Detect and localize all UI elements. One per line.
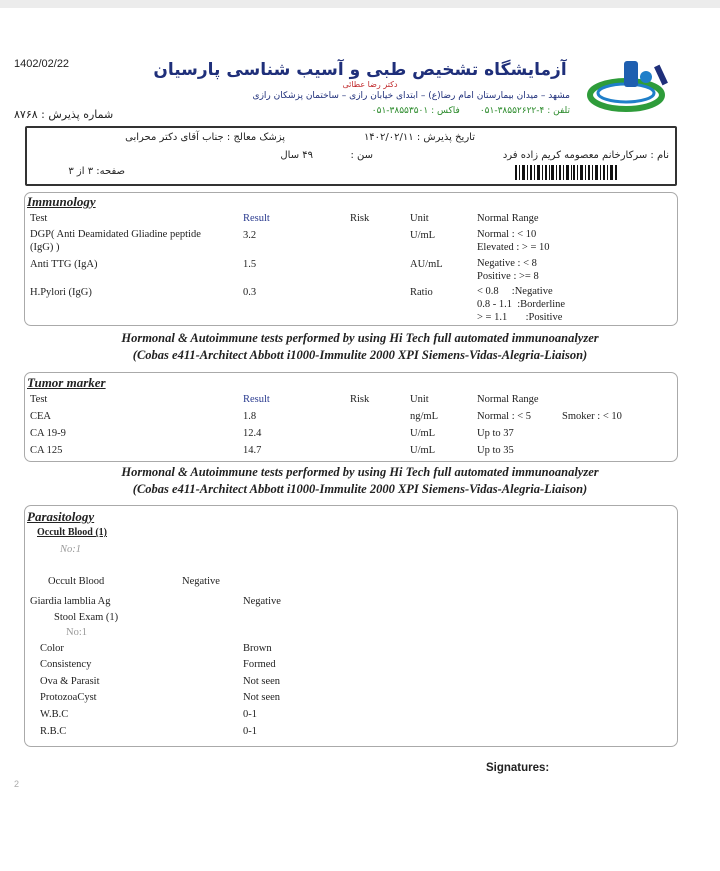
stool-ova-label: Ova & Parasit <box>40 676 100 687</box>
lab-logo <box>586 55 686 115</box>
page-indicator: صفحه: ۳ از ۳ <box>68 166 125 177</box>
cea-range: Normal : < 5 <box>477 411 532 422</box>
occult-blood-label: Occult Blood <box>48 576 105 587</box>
signatures-label: Signatures: <box>486 762 550 774</box>
parasitology-section <box>24 505 678 747</box>
ttg-result: 1.5 <box>243 259 257 270</box>
page-number: 2 <box>14 779 20 789</box>
lab-name: آزمایشگاه تشخیص طبی و آسیب شناسی پارسیان <box>153 60 567 80</box>
tumor-col-risk: Risk <box>350 394 370 405</box>
hpylori-test: H.Pylori (IgG) <box>30 287 92 298</box>
age-label: سن : <box>350 150 373 161</box>
stool-consistency-value: Formed <box>243 659 276 670</box>
report-date: 1402/02/22 <box>14 58 70 70</box>
parasitology-title: Parasitology <box>27 509 95 524</box>
stool-wbc-value: 0-1 <box>243 709 257 720</box>
cea-unit: ng/mL <box>410 411 438 422</box>
hpylori-unit: Ratio <box>410 287 433 298</box>
dgp-test-line2: (IgG) ) <box>30 242 60 253</box>
analyzer-note-1 <box>30 330 690 364</box>
age-value: ۴۹ سال <box>280 150 313 161</box>
occult-blood-no: No:1 <box>60 544 81 555</box>
stool-rbc-label: R.B.C <box>40 726 67 737</box>
ttg-range: Negative : < 8 <box>477 258 537 269</box>
analyzer-note-2 <box>30 464 690 498</box>
col-result: Result <box>243 213 270 224</box>
ca199-test: CA 19-9 <box>30 428 66 439</box>
lab-fax: فاکس : ۳۸۵۵۳۵۰۱-۰۵۱ <box>371 106 460 116</box>
ttg-test: Anti TTG (IgA) <box>30 259 98 270</box>
ca125-result: 14.7 <box>243 445 262 456</box>
lab-phone: تلفن : ۴-۳۸۵۵۲۶۲۲-۰۵۱ <box>479 106 570 116</box>
hpylori-range-2: 0.8 - 1.1 :Borderline <box>477 299 566 310</box>
patient-name: نام : سرکارخانم معصومه کریم زاده فرد <box>502 150 669 161</box>
ca199-range: Up to 37 <box>477 428 514 439</box>
dgp-range-2: Elevated : > = 10 <box>477 242 550 253</box>
top-bar <box>0 0 720 8</box>
tumor-col-test: Test <box>30 394 48 405</box>
lab-doctor: دکتر رضا عطائی <box>342 80 398 89</box>
occult-blood-value: Negative <box>182 576 220 587</box>
immunology-title: Immunology <box>27 194 96 209</box>
hpylori-result: 0.3 <box>243 287 257 298</box>
ca125-test: CA 125 <box>30 445 63 456</box>
analyzer-note-2-line2: (Cobas e411-Architect Abbott i1000-Immulite 2000 XPI Siemens-Vidas-Alegria-Liaison) <box>132 482 588 496</box>
cea-smoker-range: Smoker : < 10 <box>562 411 622 422</box>
patient-info-box <box>25 126 677 186</box>
physician: پزشک معالج : جناب آقای دکتر محرابی <box>125 132 285 143</box>
stool-protozoa-value: Not seen <box>243 692 281 703</box>
dgp-result: 3.2 <box>243 230 257 241</box>
stool-exam-no: No:1 <box>66 627 87 638</box>
admission-date: تاریخ پذیرش : ۱۴۰۲/۰۲/۱۱ <box>363 132 475 143</box>
ca125-unit: U/mL <box>410 445 436 456</box>
dgp-range: Normal : < 10 <box>477 229 537 240</box>
stool-color-label: Color <box>40 643 64 654</box>
cea-test: CEA <box>30 411 51 422</box>
stool-consistency-label: Consistency <box>40 659 92 670</box>
lab-contact <box>200 106 570 116</box>
stool-exam-title: Stool Exam (1) <box>54 612 119 623</box>
dgp-unit: U/mL <box>410 230 436 241</box>
giardia-value: Negative <box>243 596 281 607</box>
col-range: Normal Range <box>477 213 539 224</box>
tumor-col-result: Result <box>243 394 270 405</box>
col-test: Test <box>30 213 48 224</box>
analyzer-note-2-line1: Hormonal & Autoimmune tests performed by using Hi Tech full automated immunoanalyzer <box>121 465 599 479</box>
col-risk: Risk <box>350 213 370 224</box>
ca199-unit: U/mL <box>410 428 436 439</box>
stool-wbc-label: W.B.C <box>40 709 69 720</box>
ttg-unit: AU/mL <box>410 259 443 270</box>
tumor-col-range: Normal Range <box>477 394 539 405</box>
stool-protozoa-label: ProtozoaCyst <box>40 692 97 703</box>
giardia-label: Giardia lamblia Ag <box>30 596 111 607</box>
analyzer-note-line1: Hormonal & Autoimmune tests performed by using Hi Tech full automated immunoanalyzer <box>121 331 599 345</box>
stool-color-value: Brown <box>243 643 272 654</box>
lab-address: مشهد – میدان بیمارستان امام رضا(ع) – ابتدای خیابان رازی – ساختمان پزشکان رازی <box>252 91 570 101</box>
ttg-range-2: Positive : >= 8 <box>477 271 539 282</box>
ca125-range: Up to 35 <box>477 445 514 456</box>
col-unit: Unit <box>410 213 429 224</box>
tumor-col-unit: Unit <box>410 394 429 405</box>
hpylori-range-3: > = 1.1 :Positive <box>477 312 563 323</box>
ca199-result: 12.4 <box>243 428 262 439</box>
cea-result: 1.8 <box>243 411 257 422</box>
stool-ova-value: Not seen <box>243 676 281 687</box>
barcode <box>515 165 617 180</box>
analyzer-note-line2: (Cobas e411-Architect Abbott i1000-Immulite 2000 XPI Siemens-Vidas-Alegria-Liaison) <box>132 348 588 362</box>
dgp-test: DGP( Anti Deamidated Gliadine peptide <box>30 229 201 240</box>
stool-rbc-value: 0-1 <box>243 726 257 737</box>
occult-blood-title: Occult Blood (1) <box>37 527 107 538</box>
tumor-marker-title: Tumor marker <box>27 375 106 390</box>
hpylori-range: < 0.8 :Negative <box>477 286 553 297</box>
reception-number: شماره پذیرش : ۸۷۶۸ <box>14 108 114 121</box>
